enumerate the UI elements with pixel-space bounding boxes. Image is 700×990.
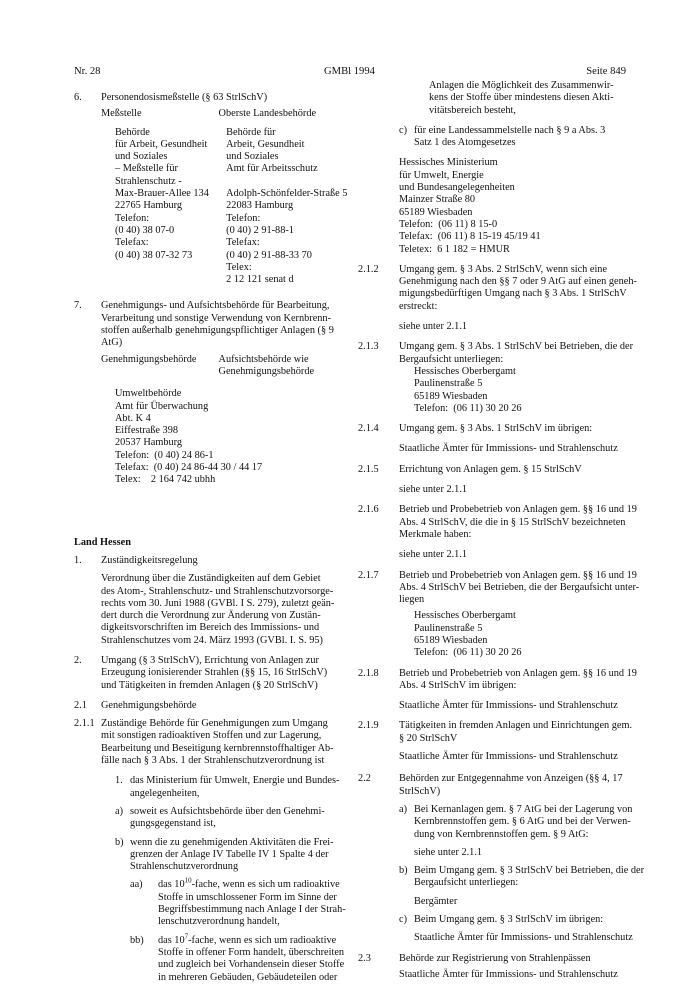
right-column [358, 80, 645, 981]
continued-text: Anlagen die Möglichkeit des Zusammenwir- kens der Stoffe über mindestens diesen Akti- vitätsbereich besteht, [429, 80, 614, 116]
list-item: a) Bei Kernanlagen gem. § 7 AtG bei der Lagerung von Kernbrennstoffen gem. § 6 AtG und bei der Verwen- dung von Kernbrennstoffen gem. § 9 AtG: [399, 803, 633, 840]
section-number: 2.1 [74, 699, 87, 711]
list-item: c) Beim Umgang gem. § 3 StrlSchV im übrigen: [399, 914, 604, 926]
col-head-messstelle: Meßstelle [101, 108, 142, 120]
section-title: Zuständigkeitsregelung [101, 554, 198, 566]
journal-title: GMBl 1994 [324, 66, 375, 77]
table-row: für Arbeit, Gesundheit Arbeit, Gesundheit [115, 138, 305, 150]
address-block: Umweltbehörde Amt für Überwachung Abt. K 4 Eiffestraße 398 20537 Hamburg Telefon: (0 40) 24 86-1 Telefax: (0 40) 24 86-44 30 / 44 17 Telex: 2 164 742 ubhh [115, 388, 263, 486]
table-row: – Meßstelle für Amt für Arbeitsschutz [115, 163, 318, 175]
table-row: (0 40) 38 07-0 (0 40) 2 91-88-1 [115, 224, 294, 236]
section-h21 [74, 700, 358, 712]
table-row: Max-Brauer-Allee 134 Adolph-Schönfelder-Straße 5 [115, 188, 348, 200]
section-22: 2.2 Behörden zur Entgegennahme von Anzeigen (§§ 4, 17 StrlSchV) [358, 773, 623, 797]
section-number: 2. [74, 654, 82, 666]
reference: siehe unter 2.1.1 [399, 321, 468, 333]
address-block: Hessisches Ministerium für Umwelt, Energie und Bundesangelegenheiten Mainzer Straße 80 65189 Wiesbaden Telefon: (06 11) 8 15-0 Telefax: (06 11) 8 15-19 45/19 41 Teletex: 6 1 182 = HMUR [399, 157, 541, 255]
reference: siehe unter 2.1.1 [399, 484, 468, 496]
section-6 [74, 92, 358, 104]
col-head-aufsicht: Aufsichtsbehörde wie [218, 353, 309, 365]
reference: Staatliche Ämter für Immissions- und Strahlenschutz [399, 700, 618, 712]
reference: siehe unter 2.1.1 [399, 549, 468, 561]
table-row: Telefon: Telefon: [115, 212, 261, 224]
list-item: b) wenn die zu genehmigenden Aktivitäten die Frei- grenzen der Anlage IV Tabelle IV 1 Spalte 4 der Strahlenschutzverordnung [115, 836, 334, 873]
section-23: 2.3 Behörde zur Registrierung von Strahlenpässen [358, 952, 591, 964]
section-title: Genehmigungsbehörde [101, 699, 197, 711]
table-row: Behörde Behörde für [115, 126, 276, 138]
section-7-table-head [101, 354, 358, 379]
list-item: a) soweit es Aufsichtsbehörde über den Genehmi- gungsgegenstand ist, [115, 805, 325, 830]
list-item: bb) das $10^7$-fache, wenn es sich um radioaktive Stoffe in offener Form handelt, überschreiten und zugleich bei Vorhandensein dieser Stoffe in mehreren Gebäuden, Gebäudeteilen oder [130, 932, 345, 983]
reference: Bergämter [414, 895, 458, 907]
table-row: 2 12 121 senat d [226, 274, 294, 286]
section-h1 [74, 555, 358, 567]
table-row: (0 40) 38 07-32 73 (0 40) 2 91-88-33 70 [115, 249, 312, 261]
section-number: 1. [74, 554, 82, 566]
reference: Staatliche Ämter für Immissions- und Strahlenschutz [399, 443, 618, 455]
section-number: 2.1.1 [74, 718, 95, 730]
section-6-table [115, 127, 358, 287]
section-212: 2.1.2 Umgang gem. § 3 Abs. 2 StrlSchV, wenn sich eine Genehmigung nach den §§ 7 oder 9 AtG auf einen geneh- migungsbedürftigen Umgang nach § 3 Abs. 1 StrlSchV erstreckt: [358, 263, 637, 312]
table-row: Telex: [226, 261, 252, 273]
reference: Staatliche Ämter für Immissions- und Strahlenschutz [414, 932, 633, 944]
section-6-table-head [101, 108, 358, 120]
col-head-aufsicht: Genehmigungsbehörde [218, 365, 315, 377]
paragraph-line: Verarbeitung und sonstige Verwendung von Kernbrenn- [101, 312, 332, 324]
section-216: 2.1.6 Betrieb und Probebetrieb von Anlagen gem. §§ 16 und 19 Abs. 4 StrlSchV, die die in § 15 StrlSchV bezeichneten Merkmale haben: [358, 504, 637, 540]
section-7 [74, 300, 358, 349]
section-217: 2.1.7 Betrieb und Probebetrieb von Anlagen gem. §§ 16 und 19 Abs. 4 StrlSchV bei Betrieben, die der Bergaufsicht unter- liegen [358, 569, 640, 606]
paragraph-line: Genehmigungs- und Aufsichtsbehörde für Bearbeitung, [101, 300, 330, 312]
section-number: 6. [74, 92, 82, 103]
state-heading: Land Hessen [74, 536, 131, 548]
paragraph: Verordnung über die Zuständigkeiten auf dem Gebiet des Atom-, Strahlenschutz- und Strahlenschutzvorsorge- rechts vom 30. Juni 1988 (GVBl. I S. 279), zuletzt geän- dert durch die Verordnung zur Änderung von Zustän- digkeitsvorschriften im Bereich des Immissions- und Strahlenschutzes vom 24. März 1993 (GVBl. I. S. 95) [101, 573, 335, 646]
section-number: 7. [74, 300, 82, 312]
page-header [74, 66, 626, 80]
section-219: 2.1.9 Tätigkeiten in fremden Anlagen und Einrichtungen gem. § 20 StrlSchV [358, 720, 633, 744]
reference: siehe unter 2.1.1 [414, 846, 483, 858]
table-row: und Soziales und Soziales [115, 151, 279, 163]
table-row: Telefax: Telefax: [115, 237, 260, 249]
paragraph-line: stoffen außerhalb genehmigungspflichtiger Anlagen (§ 9 [101, 325, 334, 337]
section-213: 2.1.3 Umgang gem. § 3 Abs. 1 StrlSchV bei Betrieben, die der Bergaufsicht unterliegen: [358, 341, 634, 365]
issue-number: Nr. 28 [74, 66, 101, 77]
list-item: b) Beim Umgang gem. § 3 StrlSchV bei Betrieben, die der Bergaufsicht unterliegen: [399, 865, 645, 889]
left-column [74, 92, 358, 984]
table-row: Strahlenschutz - [115, 175, 182, 187]
list-item: c) für eine Landessammelstelle nach § 9 a Abs. 3 Satz 1 des Atomgesetzes [399, 124, 606, 149]
col-head-genehmigung: Genehmigungsbehörde [101, 353, 197, 365]
col-head-landesbehoerde: Oberste Landesbehörde [218, 108, 317, 120]
paragraph-line: AtG) [101, 337, 123, 349]
table-row: 22765 Hamburg 22083 Hamburg [115, 200, 294, 212]
section-h211: 2.1.1 Zuständige Behörde für Genehmigungen zum Umgang mit sonstigen radioaktiven Stoffen und zur Lagerung, Bearbeitung und Beseitigung kernbrennstoffhaltiger Ab- fälle nach § 3 Abs. 1 der Strahlenschutzverordnung ist [74, 718, 334, 767]
section-h2: 2. Umgang (§ 3 StrlSchV), Errichtung von Anlagen zur Erzeugung ionisierender Strahlen (§§ 15, 16 StrlSchV) und Tätigkeiten in fremden Anlagen (§ 20 StrlSchV) [74, 654, 328, 691]
section-title: Personendosismeßstelle (§ 63 StrlSchV) [101, 92, 268, 103]
section-215: 2.1.5 Errichtung von Anlagen gem. § 15 StrlSchV [358, 463, 582, 475]
list-item: aa) das $10^{10}$-fache, wenn es sich um radioaktive Stoffe in umschlossener Form im Sinne der Begriffsbestimmung nach Anlage I der Strah- lenschutzverordnung handelt, [130, 877, 346, 928]
address-block: Hessisches Oberbergamt Paulinenstraße 5 65189 Wiesbaden Telefon: (06 11) 30 20 26 [414, 365, 522, 414]
section-214: 2.1.4 Umgang gem. § 3 Abs. 1 StrlSchV im übrigen: [358, 423, 593, 435]
page-number: Seite 849 [586, 66, 626, 77]
reference: Staatliche Ämter für Immissions- und Strahlenschutz [399, 968, 618, 980]
section-218: 2.1.8 Betrieb und Probebetrieb von Anlagen gem. §§ 16 und 19 Abs. 4 StrlSchV im übrigen: [358, 667, 637, 691]
reference: Staatliche Ämter für Immissions- und Strahlenschutz [399, 751, 618, 763]
address-block: Hessisches Oberbergamt Paulinenstraße 5 65189 Wiesbaden Telefon: (06 11) 30 20 26 [414, 610, 522, 659]
list-item: 1. das Ministerium für Umwelt, Energie und Bundes- angelegenheiten, [115, 775, 340, 799]
